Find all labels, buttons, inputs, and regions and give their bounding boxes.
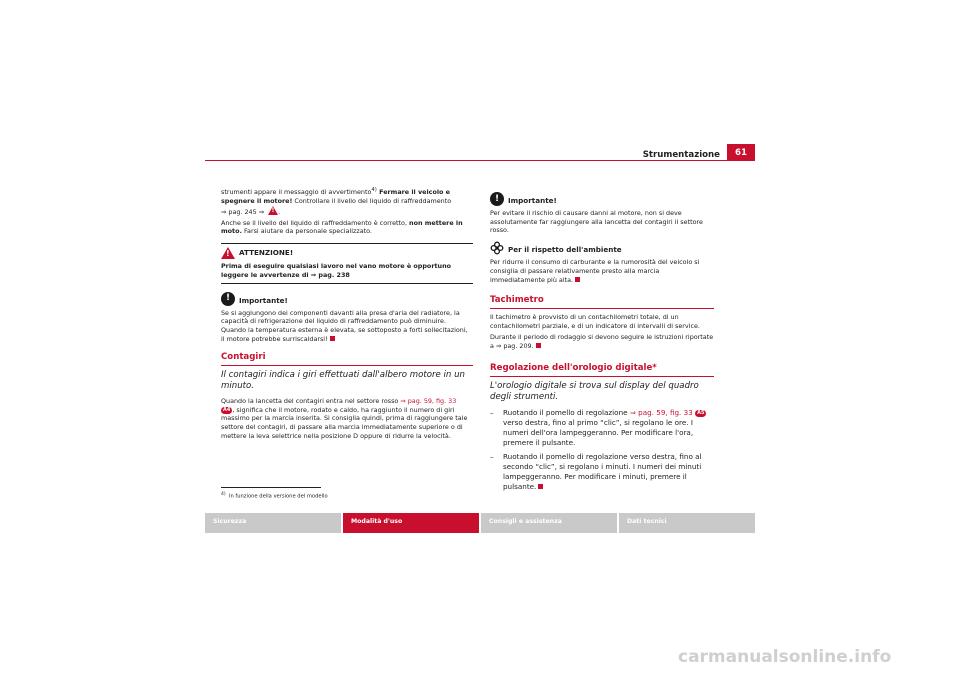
warning-triangle-icon bbox=[221, 247, 235, 259]
important-note-heading: ! Importante! bbox=[221, 292, 473, 306]
figure-callout-badge: A4 bbox=[223, 406, 231, 413]
important-note-heading: ! Importante! bbox=[490, 192, 714, 206]
paragraph-coolant: Anche se il livello del liquido di raffreddamento è corretto, non mettere in moto. Farsi aiutare da personale specializzato. bbox=[221, 218, 463, 236]
footnote-rule bbox=[221, 487, 321, 488]
important-note-body: Per evitare il rischio di causare danni al motore, non si deve assolutamente far raggiungere alla lancetta del contagiri il settore rosso. bbox=[490, 209, 703, 235]
end-square-icon bbox=[330, 336, 335, 341]
page-link[interactable]: ⇒ pag. 245 ⇒ bbox=[221, 207, 267, 216]
list-item: – Ruotando il pomello di regolazione verso destra, fino al secondo “clic”, si regolano i minuti. I numeri dei minuti lampeggeranno. Per modificare i minuti, premere il pulsante. bbox=[490, 451, 702, 491]
left-column bbox=[221, 186, 473, 443]
right-column bbox=[490, 192, 714, 496]
paragraph-warning-message: strumenti appare il messaggio di avvertimento$^{4)}$ Fermare il veicolo e spegnere il motore! Controllare il livello del liquido di raffreddamento ⇒ pag. 245 ⇒ !. bbox=[221, 186, 473, 216]
header-rule bbox=[205, 160, 755, 161]
chapter-nav-bar bbox=[205, 513, 755, 533]
nav-tab-dati-tecnici[interactable]: Dati tecnici bbox=[619, 513, 755, 533]
nav-tab-sicurezza[interactable]: Sicurezza bbox=[205, 513, 341, 533]
section-lead-clock: L'orologio digitale si trova sul display del quadro degli strumenti. bbox=[490, 380, 699, 402]
end-square-icon bbox=[536, 343, 541, 348]
figure-callout-badge: A5 bbox=[697, 409, 705, 416]
paragraph-tachimetro-2: Durante il periodo di rodaggio si devono seguire le istruzioni riportate a ⇒ pag. 209. bbox=[490, 332, 714, 350]
attention-box bbox=[221, 243, 473, 283]
exclamation-circle-icon: ! bbox=[490, 192, 504, 206]
footnote: $^{4)}$ In funzione della versione del modello bbox=[221, 492, 328, 500]
attention-title: ATTENZIONE! bbox=[239, 247, 294, 257]
page-link[interactable]: ⇒ pag. 59, fig. 33 bbox=[629, 407, 693, 417]
page-number: 61 bbox=[727, 144, 755, 161]
section-title-clock: Regolazione dell'orologio digitale* bbox=[490, 364, 714, 377]
environment-note-body: Per ridurre il consumo di carburante e la rumorosità del veicolo si consiglia di passare relativamente presto alla marcia immediatamente più alta. bbox=[490, 258, 700, 284]
paragraph-tachometer-red: Quando la lancetta del contagiri entra nel settore rosso ⇒ pag. 59, fig. 33 A4 , significa che il motore, rodato e caldo, ha raggiunto il numero di giri massimo per la marcia inserita. Si consiglia quindi, prima di raggiungere tale settore del contagiri, di passare alla marcia immediatamente superiore o di mettere la leva selettrice nella posizione D oppure di ridurre la velocità. bbox=[221, 397, 468, 440]
section-lead-contagiri: Il contagiri indica i giri effettuati dall'albero motore in un minuto. bbox=[221, 370, 465, 392]
important-note-body: Se si aggiungono dei componenti davanti alla presa d'aria del radiatore, la capacità di refrigerazione del liquido di raffreddamento può diminuire. Quando la temperatura esterna è elevata, se sottoposto a forti sollecitazioni, il motore potrebbe surriscaldarsi! bbox=[221, 308, 468, 343]
list-item: – Ruotando il pomello di regolazione ⇒ pag. 59, fig. 33 A5 verso destra, fino al primo “clic”, si regolano le ore. I numeri dell'ora lampeggeranno. Per modificare l'ora, premere il pulsante. bbox=[490, 407, 705, 447]
environment-note-heading: Per il rispetto dell'ambiente bbox=[490, 241, 714, 255]
page-link[interactable]: ⇒ pag. 59, fig. 33 bbox=[400, 397, 457, 406]
flower-environment-icon bbox=[490, 241, 504, 255]
exclamation-circle-icon: ! bbox=[221, 292, 235, 306]
warning-triangle-icon bbox=[268, 206, 278, 215]
end-square-icon bbox=[575, 277, 580, 282]
nav-tab-consigli-assistenza[interactable]: Consigli e assistenza bbox=[481, 513, 617, 533]
paragraph-tachimetro-1: Il tachimetro è provvisto di un contachilometri totale, di un contachilometri parziale, e di un indicatore di intervalli di service. bbox=[490, 312, 700, 330]
attention-body: Prima di eseguire qualsiasi lavoro nel vano motore è opportuno leggere le avvertenze di ⇒ pag. 238 bbox=[221, 262, 452, 279]
nav-tab-modalita-uso[interactable]: Modalità d'uso bbox=[343, 513, 479, 533]
section-title-contagiri: Contagiri bbox=[221, 353, 473, 366]
page-header-title: Strumentazione bbox=[642, 150, 720, 160]
section-title-tachimetro: Tachimetro bbox=[490, 296, 714, 309]
watermark: carmanualsonline.info bbox=[678, 647, 892, 667]
end-square-icon bbox=[538, 484, 543, 489]
footnote-ref[interactable]: 4) bbox=[371, 187, 377, 193]
